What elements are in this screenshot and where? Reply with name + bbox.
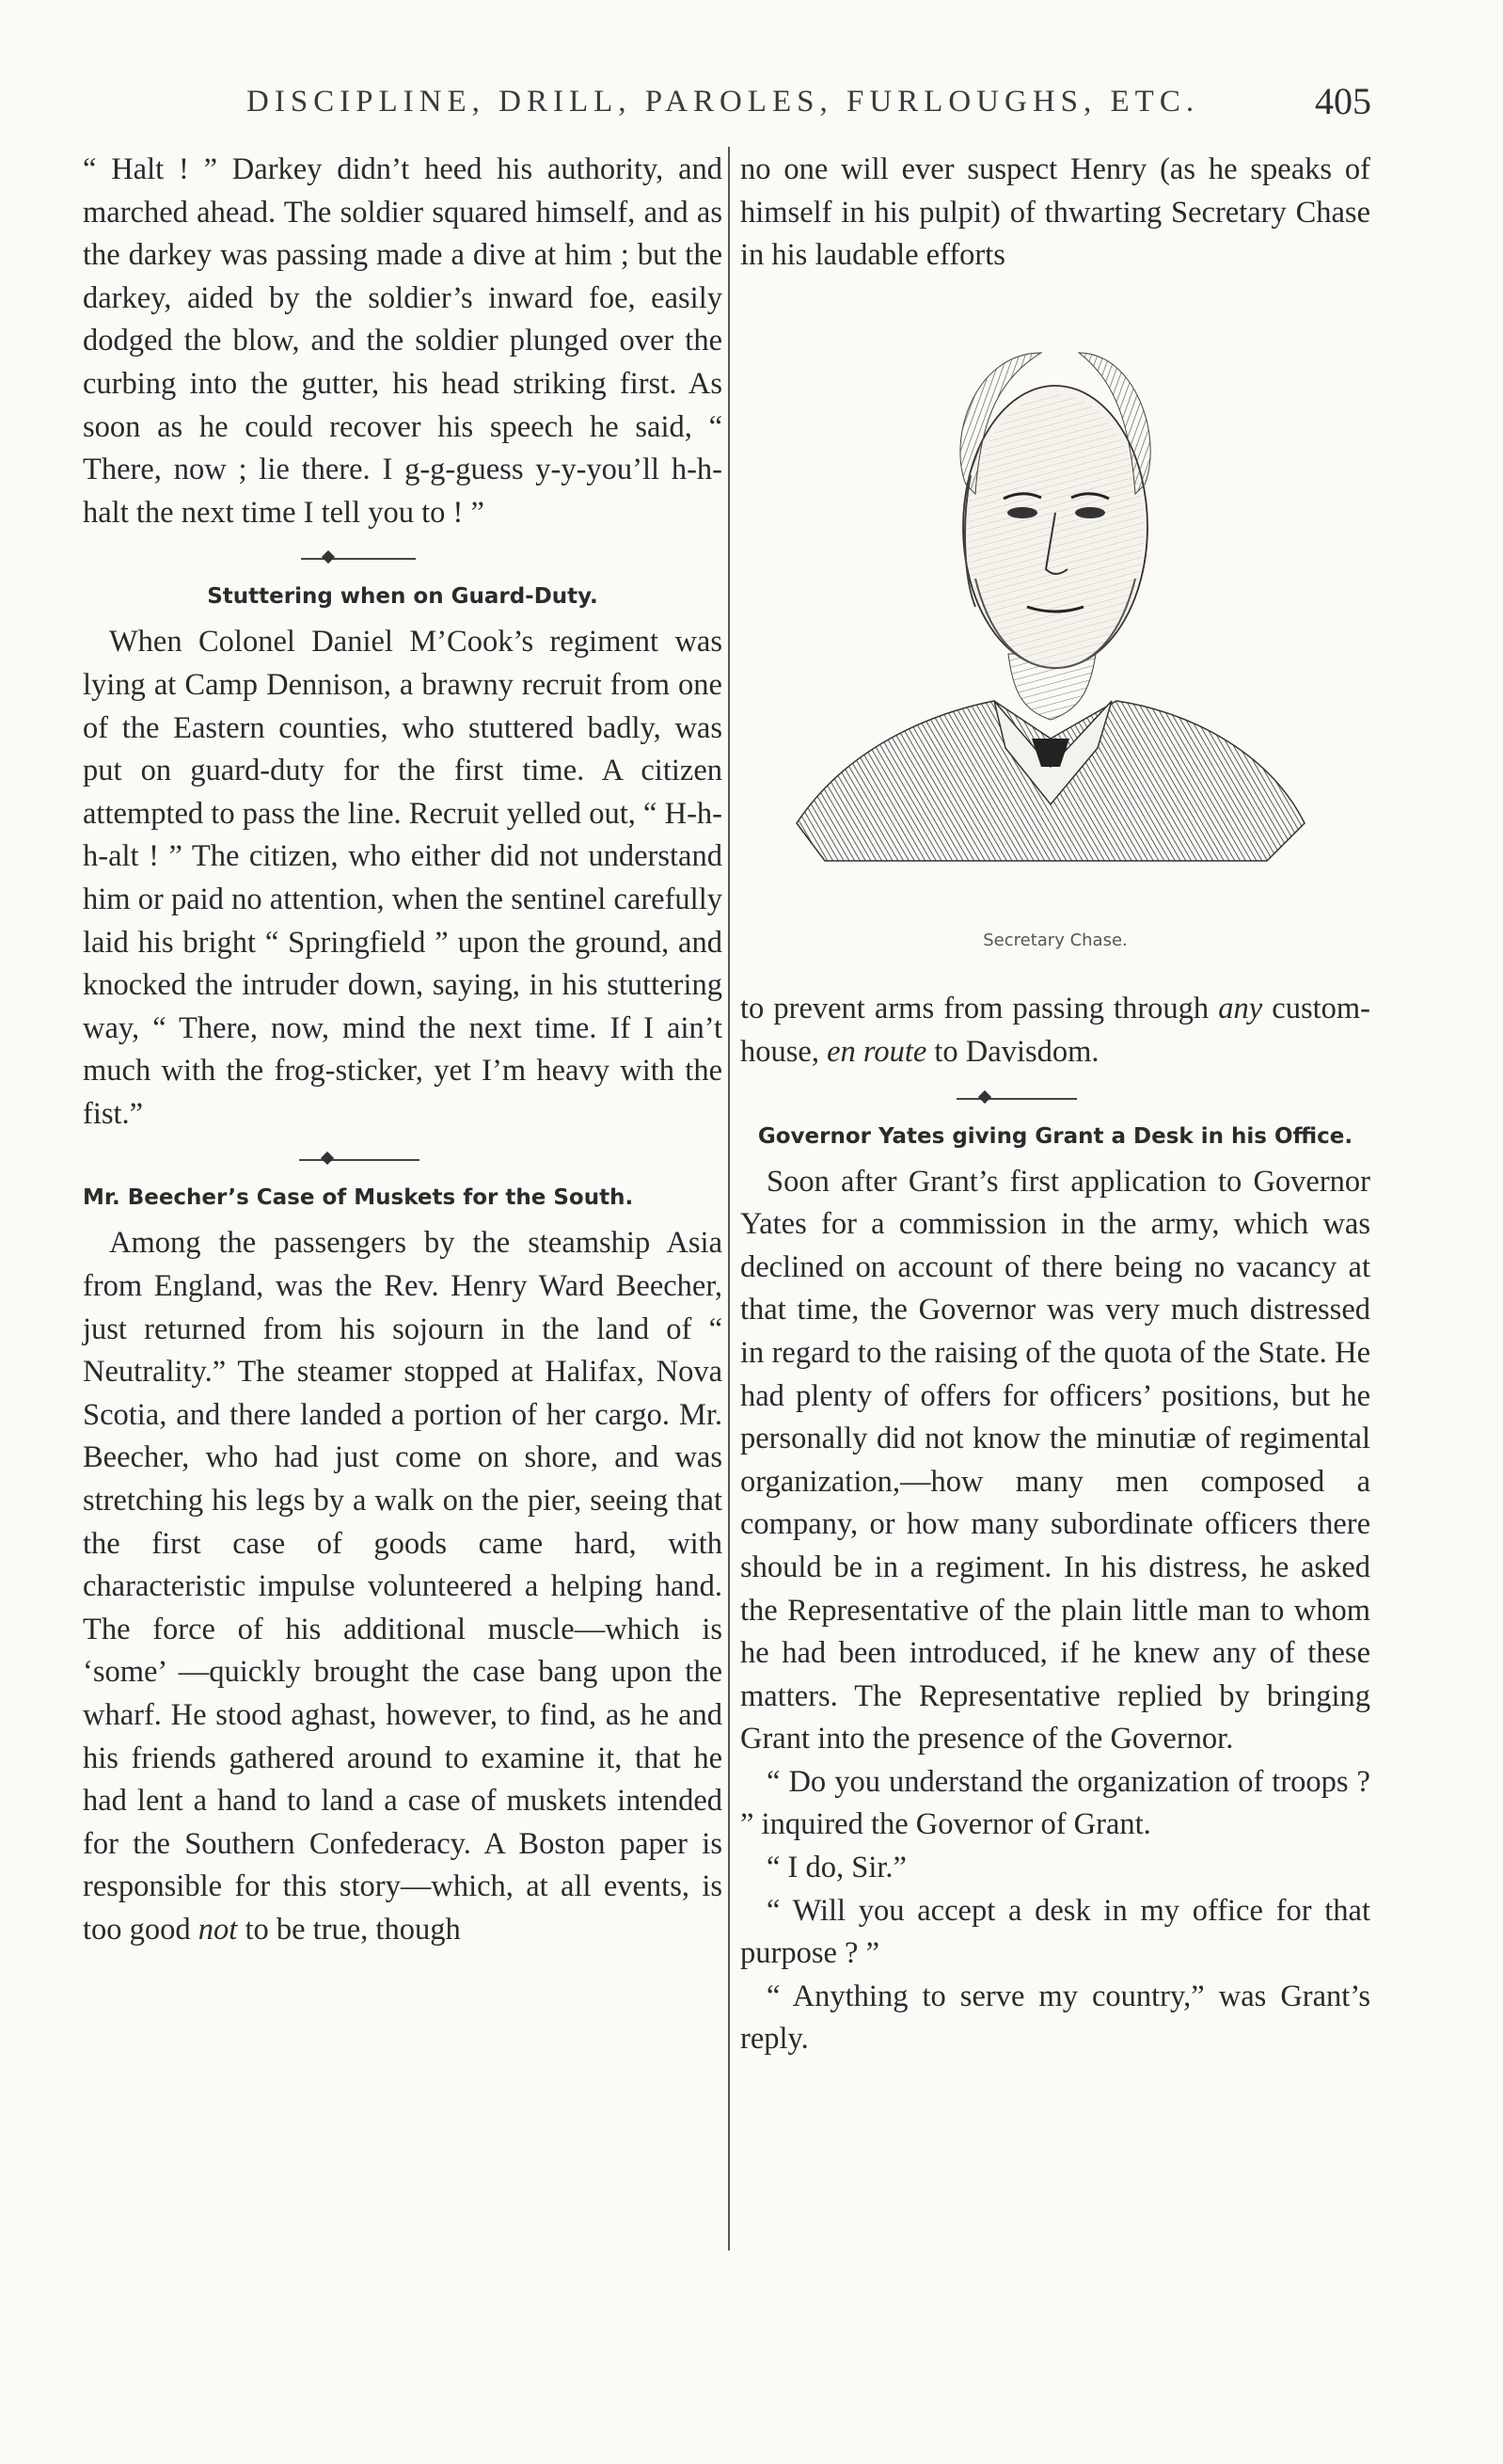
paragraph: “ Do you understand the organization of troops ? ” inquired the Governor of Grant. bbox=[740, 1764, 1370, 1842]
paragraph bbox=[83, 1222, 722, 1951]
paragraph: “ Will you accept a desk in my office for that purpose ? ” bbox=[740, 1893, 1370, 1971]
paragraph-text: to be true, though bbox=[245, 1912, 461, 1947]
running-head: DISCIPLINE, DRILL, PAROLES, FURLOUGHS, ETC. bbox=[246, 85, 1200, 119]
portrait-engraving bbox=[740, 296, 1370, 927]
section-heading: Governor Yates giving Grant a Desk in his Office. bbox=[757, 1123, 1353, 1149]
section-heading: Mr. Beecher’s Case of Muskets for the South. bbox=[83, 1185, 634, 1211]
section-heading: Stuttering when on Guard-Duty. bbox=[207, 584, 598, 610]
section-separator bbox=[740, 1080, 1370, 1118]
paragraph: no one will ever suspect Henry (as he speaks of himself in his pulpit) of thwarting Secretary Chase in his laudable efforts bbox=[740, 152, 1370, 273]
paragraph-text: to Davisdom. bbox=[934, 1034, 1100, 1069]
emphasis: en route bbox=[827, 1034, 927, 1069]
section-separator bbox=[83, 540, 722, 578]
column-divider bbox=[728, 147, 730, 2250]
page-number: 405 bbox=[1315, 80, 1371, 122]
right-column bbox=[740, 149, 1370, 2061]
emphasis: not bbox=[198, 1912, 238, 1947]
paragraph bbox=[740, 988, 1370, 1073]
image-caption: Secretary Chase. bbox=[983, 930, 1128, 950]
page-header bbox=[0, 79, 1503, 135]
portrait-image bbox=[740, 296, 1370, 927]
paragraph: “ Halt ! ” Darkey didn’t heed his authority, and marched ahead. The soldier squared himself, and as the darkey was passing made a dive at him ; but the darkey, aided by the soldier’s inward foe, easily dodged the blow, and the soldier plunged over the curbing into the gutter, his head striking first. As soon as he could recover his speech he said, “ There, now ; lie there. I g-g-guess y-y-you’ll h-h-halt the next time I tell you to ! ” bbox=[83, 152, 722, 530]
paragraph: “ Anything to serve my country,” was Grant’s reply. bbox=[740, 1979, 1370, 2057]
left-column bbox=[83, 149, 722, 1952]
emphasis: any bbox=[1218, 992, 1263, 1026]
paragraph-text: custom-house, bbox=[740, 992, 1370, 1069]
section-separator bbox=[83, 1141, 722, 1179]
paragraph: “ I do, Sir.” bbox=[767, 1851, 907, 1885]
paragraph: When Colonel Daniel M’Cook’s regiment was lying at Camp Dennison, a brawny recruit from one of the Eastern counties, who stuttered badly, was put on guard-duty for the first time. A citizen attempted to pass the line. Recruit yelled out, “ H-h-h-alt ! ” The citizen, who either did not understand him or paid no attention, when the sentinel carefully laid his bright “ Springfield ” upon the ground, and knocked the intruder down, saying, in his stuttering way, “ There, now, mind the next time. If I ain’t much with the frog-sticker, yet I’m heavy with the fist.” bbox=[83, 625, 722, 1131]
paragraph: Soon after Grant’s first application to Governor Yates for a commission in the army, which was declined on account of there being no vacancy at that time, the Governor was very much distressed in regard to the raising of the quota of the State. He had plenty of offers for officers’ positions, but he personally did not know the minutiæ of regimental organization,—how many men composed a company, or how many subordinate officers there should be in a regiment. In his distress, he asked the Representative of the plain little man to whom he had been introduced, if he knew any of these matters. The Representative replied by bringing Grant into the presence of the Governor. bbox=[740, 1164, 1370, 1757]
paragraph-text: Among the passengers by the steamship Asia from England, was the Rev. Henry Ward Beecher, just returned from his sojourn in the land of “ Neutrality.” The steamer stopped at Halifax, Nova Scotia, and there landed a portion of her cargo. Mr. Beecher, who had just come on shore, and was stretching his legs by a walk on the pier, seeing that the first case of goods came hard, with characteristic impulse volunteered a helping hand. The force of his additional muscle—which is ‘some’ —quickly brought the case bang upon the wharf. He stood aghast, however, to find, as he and his friends gathered around to examine it, that he had lent a hand to land a case of muskets intended for the Southern Confederacy. A Boston paper is responsible for this story—which, at all events, is too good bbox=[83, 1226, 722, 1947]
paragraph-text: to prevent arms from passing through bbox=[740, 992, 1210, 1026]
